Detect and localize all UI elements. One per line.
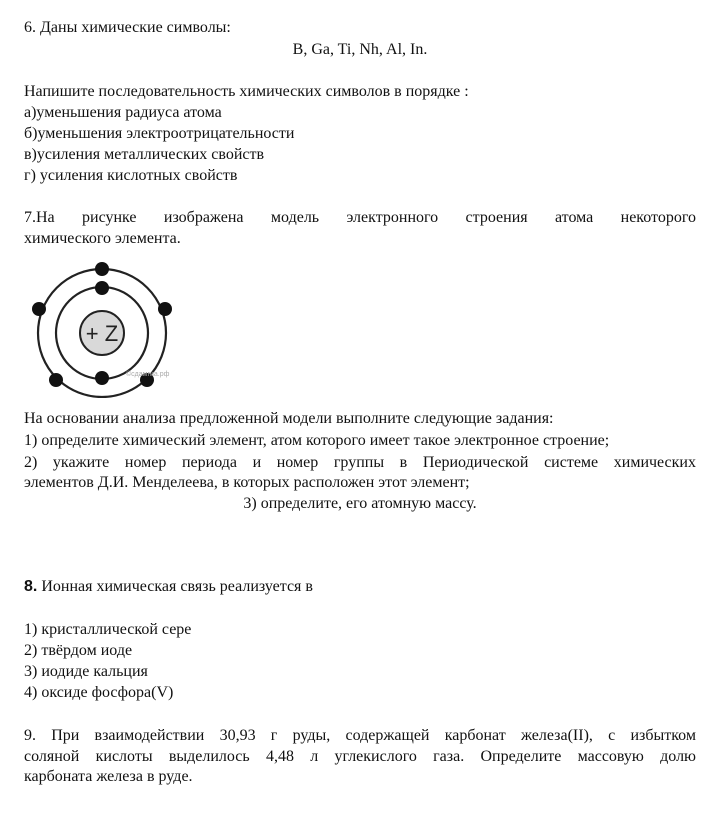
electron-outer-left	[32, 302, 46, 316]
q6-item-c: в)усиления металлических свойств	[24, 146, 265, 163]
watermark: ©сдамгиа.рф	[126, 371, 170, 378]
atom-model-diagram	[24, 258, 194, 398]
q6-item-a: а)уменьшения радиуса атома	[24, 104, 222, 121]
q9-line2: соляной кислоты выделилось 4,48 л углекислого газа. Определите массовую долю	[24, 748, 696, 765]
electron-outer-bottom-left	[49, 373, 63, 387]
q6-title: 6. Даны химические символы:	[24, 19, 231, 36]
q7-task3: 3) определите, его атомную массу.	[243, 495, 477, 512]
nucleus-label: + Z	[85, 321, 119, 346]
q8-option-2: 2) твёрдом иоде	[24, 642, 133, 659]
q9-line3: карбоната железа в руде.	[24, 768, 193, 785]
q7-intro: На основании анализа предложенной модели выполните следующие задания:	[24, 410, 554, 427]
q8-option-3: 3) иодиде кальция	[24, 663, 148, 680]
q8-number: 8.	[24, 578, 38, 595]
electron-outer-top	[95, 262, 109, 276]
q6-item-d: г) усиления кислотных свойств	[24, 167, 238, 184]
q7-line1: 7.На рисунке изображена модель электронного строения атома некоторого	[24, 209, 696, 226]
q9-line1: 9. При взаимодействии 30,93 г руды, содержащей карбонат железа(II), с избытком	[24, 727, 696, 744]
q7-task1: 1) определите химический элемент, атом которого имеет такое электронное строение;	[24, 432, 610, 449]
q7-task2-line1: 2) укажите номер периода и номер группы в Периодической системе химических	[24, 454, 696, 471]
q8-option-1: 1) кристаллической сере	[24, 621, 192, 638]
q6-item-b: б)уменьшения электроотрицательности	[24, 125, 295, 142]
electron-inner-bottom	[95, 371, 109, 385]
q8-option-4: 4) оксиде фосфора(V)	[24, 684, 174, 701]
q6-symbols: B, Ga, Ti, Nh, Al, In.	[292, 41, 428, 58]
q8-text: Ионная химическая связь реализуется в	[37, 578, 313, 595]
q8-heading	[24, 577, 313, 597]
electron-inner-top	[95, 281, 109, 295]
electron-outer-right	[158, 302, 172, 316]
q7-line2: химического элемента.	[24, 230, 181, 247]
q6-instruction: Напишите последовательность химических символов в порядке :	[24, 83, 469, 100]
q7-task2-line2: элементов Д.И. Менделеева, в которых расположен этот элемент;	[24, 474, 470, 491]
